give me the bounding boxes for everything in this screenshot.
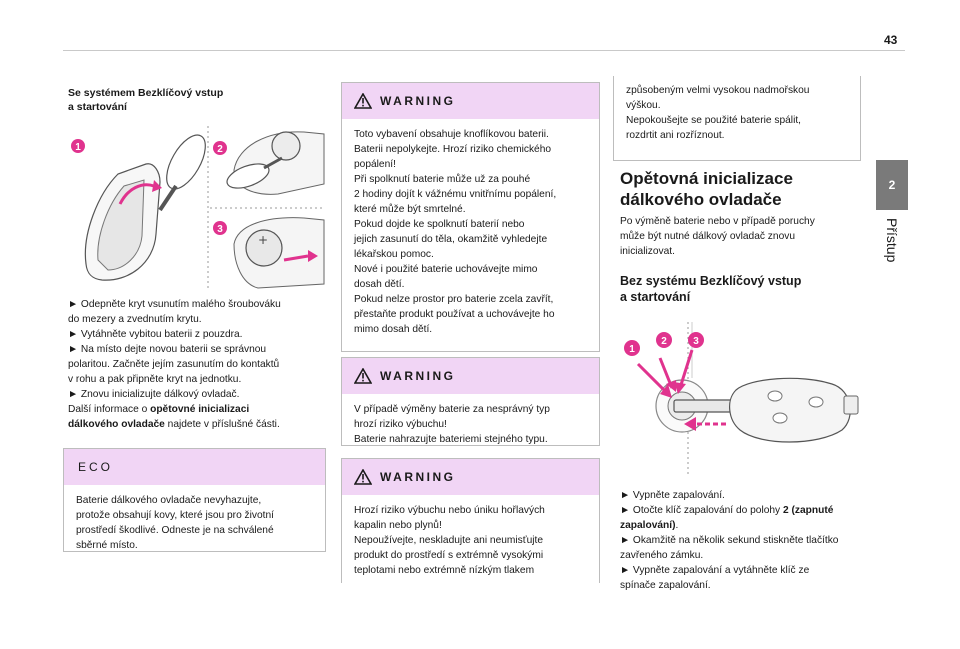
warning-line: Baterie nahrazujte bateriemi stejného typu.	[354, 434, 548, 445]
heading-line: a startování	[68, 101, 127, 113]
warning-line: teplotami nebo extrémně nízkým tlakem	[354, 565, 535, 576]
warning-title: WARNING	[380, 470, 456, 484]
step-line: ► Vytáhněte vybitou baterii z pouzdra.	[68, 329, 243, 340]
ignition-key-figure	[620, 318, 862, 476]
step-suffix: .	[675, 520, 679, 531]
warning-triangle-icon	[354, 469, 372, 485]
step-line: spínače zapalování.	[620, 580, 711, 591]
warning-box-continuation	[613, 76, 861, 161]
warning-line: V případě výměny baterie za nesprávný typ	[354, 404, 550, 415]
warning-line: hrozí riziko výbuchu!	[354, 419, 447, 430]
step-3-label: 3	[217, 224, 223, 235]
step-line: zavřeného zámku.	[620, 550, 704, 561]
warning-box-battery-type	[341, 357, 600, 446]
eco-title: ECO	[78, 460, 114, 474]
info-reference	[68, 402, 330, 417]
eco-line: protože obsahují kovy, které jsou pro životní	[76, 510, 275, 521]
position-3-label: 3	[693, 336, 699, 347]
warning-header	[342, 83, 599, 119]
warning-line: Hrozí riziko výbuchu nebo úniku hořlavých	[354, 505, 545, 516]
step-line: ► Na místo dejte novou baterii se správnou	[68, 344, 267, 355]
warning-line: rozdrtit ani rozříznout.	[626, 130, 725, 141]
eco-box	[63, 448, 326, 552]
reinit-intro	[620, 214, 865, 259]
info-prefix: Další informace o	[68, 404, 151, 415]
step-2-label: 2	[217, 144, 223, 155]
position-2-label: 2	[661, 336, 667, 347]
warning-box-battery	[341, 82, 600, 352]
step-line: ► Odepněte kryt vsunutím malého šroubováku	[68, 299, 281, 310]
heading-line: a startování	[620, 290, 691, 304]
battery-steps	[68, 297, 330, 432]
warning-line: Pokud dojde ke spolknutí baterií nebo	[354, 219, 525, 230]
chapter-title: Přístup	[884, 218, 900, 263]
warning-box-explosion	[341, 458, 600, 583]
step-line: ► Vypněte zapalování.	[620, 490, 725, 501]
warning-line: výškou.	[626, 100, 661, 111]
eco-line: prostředí škodlivé. Odneste je na schválené	[76, 525, 274, 536]
subheading-no-keyless	[620, 273, 865, 305]
warning-body	[614, 76, 860, 151]
warning-title: WARNING	[380, 94, 456, 108]
step-prefix: ► Otočte klíč zapalování do polohy	[620, 505, 783, 516]
eco-line: sběrné místo.	[76, 540, 138, 551]
warning-body	[342, 495, 599, 586]
heading-line: dálkového ovladače	[620, 190, 782, 209]
section-heading-keyless	[68, 86, 328, 114]
eco-box-body	[64, 485, 325, 561]
warning-line: které může být smrtelné.	[354, 204, 466, 215]
warning-body	[342, 394, 599, 455]
warning-body	[342, 119, 599, 345]
chapter-title-vertical	[872, 218, 912, 308]
heading-line: Bez systému Bezklíčový vstup	[620, 274, 802, 288]
intro-line: Po výměně baterie nebo v případě poruchy	[620, 216, 815, 227]
step-line	[620, 503, 870, 518]
warning-triangle-icon	[354, 368, 372, 384]
step-line: v rohu a pak připněte kryt na jednotku.	[68, 374, 242, 385]
header-rule	[63, 50, 905, 51]
svg-text:+: +	[258, 233, 269, 247]
warning-line: popálení!	[354, 159, 396, 170]
step-bold: 2 (zapnuté	[783, 505, 834, 516]
step-line: polaritou. Začněte jejím zasunutím do kontaktů	[68, 359, 280, 370]
warning-header	[342, 358, 599, 394]
warning-line: způsobeným velmi vysokou nadmořskou	[626, 85, 810, 96]
warning-line: Toto vybavení obsahuje knoflíkovou baterii.	[354, 129, 549, 140]
step-line: ► Okamžitě na několik sekund stiskněte tlačítko	[620, 535, 839, 546]
warning-line: Nepoužívejte, neskladujte ani neumisťujte	[354, 535, 544, 546]
step-line: ► Vypněte zapalování a vytáhněte klíč ze	[620, 565, 810, 576]
intro-line: může být nutné dálkový ovladač znovu	[620, 231, 795, 242]
warning-title: WARNING	[380, 369, 456, 383]
heading-line: Se systémem Bezklíčový vstup	[68, 87, 224, 99]
warning-line: kapalin nebo plynů!	[354, 520, 442, 531]
info-link: dálkového ovladače	[68, 419, 165, 430]
section-heading-reinit	[620, 168, 865, 210]
chapter-tab[interactable]: 2	[876, 160, 908, 210]
page-number: 43	[884, 33, 898, 47]
step-line	[620, 518, 870, 533]
warning-header	[342, 459, 599, 495]
warning-triangle-icon	[354, 93, 372, 109]
warning-line: Pokud nelze prostor pro baterie zcela zavřít,	[354, 294, 554, 305]
reinit-steps	[620, 488, 870, 593]
intro-line: inicializovat.	[620, 246, 675, 257]
warning-line: jejich zasunutí do těla, okamžitě vyhledejte	[354, 234, 548, 245]
warning-line: Nepokoušejte se použité baterie spálit,	[626, 115, 801, 126]
info-link: opětovné inicializaci	[150, 404, 250, 415]
step-line: ► Znovu inicializujte dálkový ovladač.	[68, 389, 240, 400]
eco-line: Baterie dálkového ovladače nevyhazujte,	[76, 495, 262, 506]
step-bold: zapalování)	[620, 520, 676, 531]
eco-box-header	[64, 449, 325, 485]
warning-line: přestaňte produkt používat a uchovávejte ho	[354, 309, 555, 320]
warning-line: 2 hodiny dojít k vážnému vnitřnímu popálení,	[354, 189, 557, 200]
battery-replacement-figure	[68, 124, 326, 290]
step-1-label: 1	[75, 142, 81, 153]
warning-line: lékařskou pomoc.	[354, 249, 434, 260]
warning-line: mimo dosah dětí.	[354, 324, 433, 335]
warning-line: Nové i použité baterie uchovávejte mimo	[354, 264, 538, 275]
step-line: do mezery a zvednutím krytu.	[68, 314, 202, 325]
warning-line: Baterii nepolykejte. Hrozí riziko chemického	[354, 144, 552, 155]
warning-line: produkt do prostředí s extrémně vysokými	[354, 550, 544, 561]
warning-line: dosah dětí.	[354, 279, 405, 290]
heading-line: Opětovná inicializace	[620, 169, 793, 188]
warning-line: Při spolknutí baterie může už za pouhé	[354, 174, 531, 185]
info-reference	[68, 417, 330, 432]
position-1-label: 1	[629, 344, 635, 355]
info-suffix: najdete v příslušné části.	[164, 419, 280, 430]
